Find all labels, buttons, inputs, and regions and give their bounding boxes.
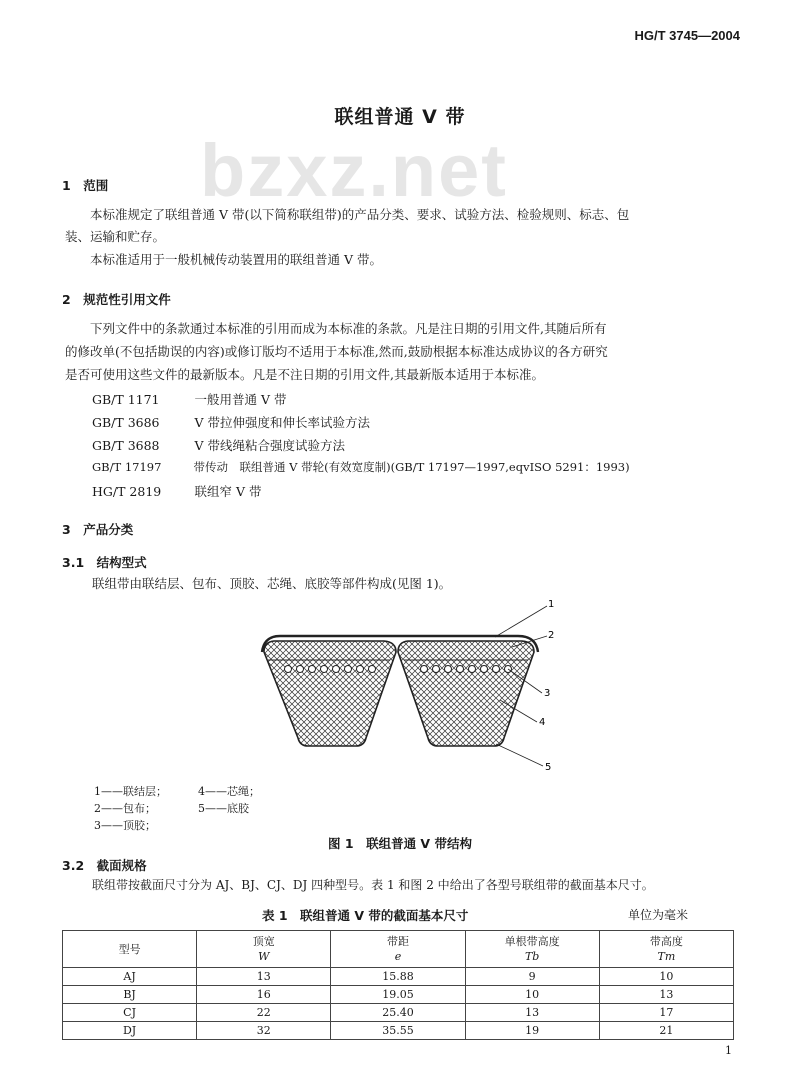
cell-model: BJ bbox=[63, 986, 197, 1004]
belt-cross-section bbox=[262, 636, 538, 746]
table-row bbox=[63, 968, 734, 986]
table-caption: 表 1 联组普通 V 带的截面基本尺寸 bbox=[262, 908, 469, 923]
section-3-2-heading: 3.2 截面规格 bbox=[62, 858, 147, 873]
standard-code: HG/T 3745—2004 bbox=[634, 28, 740, 43]
table-header-row bbox=[63, 931, 734, 968]
cell-single-height: 19 bbox=[465, 1022, 599, 1040]
cell-pitch: 25.40 bbox=[331, 1004, 465, 1022]
cell-single-height: 10 bbox=[465, 986, 599, 1004]
callout-3: 3 bbox=[544, 688, 551, 699]
header-top-width: 顶宽 W bbox=[197, 931, 331, 968]
reference-title: 带传动 联组普通 V 带轮(有效宽度制)(GB/T 17197—1997,eqvISO 5291：1993) bbox=[193, 460, 630, 474]
section-2-heading: 2 规范性引用文件 bbox=[62, 292, 171, 307]
cell-model: AJ bbox=[63, 968, 197, 986]
reference-title: 一般用普通 V 带 bbox=[194, 392, 287, 407]
cell-top-width: 16 bbox=[197, 986, 331, 1004]
header-model: 型号 bbox=[63, 931, 197, 968]
reference-item bbox=[92, 436, 345, 454]
callout-4: 4 bbox=[539, 717, 546, 728]
section-2-para-line-1: 下列文件中的条款通过本标准的引用而成为本标准的条款。凡是注日期的引用文件,其随后所有 bbox=[90, 321, 607, 336]
section-2-para-line-3: 是否可使用这些文件的最新版本。凡是不注日期的引用文件,其最新版本适用于本标准。 bbox=[65, 367, 544, 382]
reference-title: V 带线绳粘合强度试验方法 bbox=[194, 438, 346, 453]
header-single-height: 单根带高度 Tb bbox=[465, 931, 599, 968]
section-1-heading: 1 范围 bbox=[62, 178, 109, 193]
cell-single-height: 13 bbox=[465, 1004, 599, 1022]
legend-item: 2——包布； bbox=[94, 802, 156, 815]
cell-top-width: 22 bbox=[197, 1004, 331, 1022]
section-3-2-text: 联组带按截面尺寸分为 AJ、BJ、CJ、DJ 四种型号。表 1 和图 2 中给出了各型号联组带的截面基本尺寸。 bbox=[92, 878, 654, 892]
table-row bbox=[63, 1022, 734, 1040]
document-title: 联组普通 V 带 bbox=[334, 106, 466, 128]
section-1-para-1 bbox=[65, 204, 745, 226]
watermark: bzxz.net bbox=[200, 129, 508, 212]
table-row bbox=[63, 1004, 734, 1022]
cell-pitch: 19.05 bbox=[331, 986, 465, 1004]
reference-title: 联组窄 V 带 bbox=[194, 484, 262, 499]
section-1-para-2: 本标准适用于一般机械传动装置用的联组普通 V 带。 bbox=[90, 252, 382, 267]
cell-pitch: 15.88 bbox=[331, 968, 465, 986]
page-number: 1 bbox=[725, 1044, 732, 1057]
reference-item bbox=[92, 413, 370, 431]
legend-item: 3——顶胶； bbox=[94, 819, 156, 832]
reference-item bbox=[92, 390, 287, 408]
cell-total-height: 13 bbox=[599, 986, 733, 1004]
reference-code: GB/T 17197 bbox=[92, 460, 162, 474]
v-belt-structure-figure bbox=[250, 590, 580, 780]
reference-code: HG/T 2819 bbox=[92, 484, 162, 499]
cell-top-width: 13 bbox=[197, 968, 331, 986]
header-total-height: 带高度 Tm bbox=[599, 931, 733, 968]
section-3-1-heading: 3.1 结构型式 bbox=[62, 555, 147, 570]
callout-5: 5 bbox=[545, 762, 552, 773]
legend-item: 5——底胶 bbox=[198, 802, 249, 815]
reference-title: V 带拉伸强度和伸长率试验方法 bbox=[194, 415, 371, 430]
cell-pitch: 35.55 bbox=[331, 1022, 465, 1040]
reference-code: GB/T 3686 bbox=[92, 415, 160, 430]
section-1-para-1-line-2: 装、运输和贮存。 bbox=[65, 229, 166, 244]
figure-caption: 图 1 联组普通 V 带结构 bbox=[328, 836, 472, 851]
reference-item bbox=[92, 482, 262, 500]
section-3-1-text: 联组带由联结层、包布、顶胶、芯绳、底胶等部件构成(见图 1)。 bbox=[92, 576, 452, 591]
cell-total-height: 21 bbox=[599, 1022, 733, 1040]
section-3-heading: 3 产品分类 bbox=[62, 522, 134, 537]
callout-2: 2 bbox=[548, 630, 555, 641]
cell-top-width: 32 bbox=[197, 1022, 331, 1040]
reference-code: GB/T 1171 bbox=[92, 392, 160, 407]
header-pitch: 带距 e bbox=[331, 931, 465, 968]
table-unit: 单位为毫米 bbox=[628, 908, 689, 922]
dimensions-table bbox=[62, 930, 734, 1040]
reference-code: GB/T 3688 bbox=[92, 438, 160, 453]
table-row bbox=[63, 986, 734, 1004]
cell-total-height: 10 bbox=[599, 968, 733, 986]
section-2-para-line-2: 的修改单(不包括勘误的内容)或修订版均不适用于本标准,然而,鼓励根据本标准达成协议的各方研究 bbox=[65, 344, 608, 359]
cell-single-height: 9 bbox=[465, 968, 599, 986]
cell-model: DJ bbox=[63, 1022, 197, 1040]
legend-item: 4——芯绳； bbox=[198, 785, 260, 798]
cell-model: CJ bbox=[63, 1004, 197, 1022]
callout-1: 1 bbox=[548, 599, 555, 610]
legend-item: 1——联结层； bbox=[94, 785, 167, 798]
section-1-para-1-line-1: 本标准规定了联组普通 V 带(以下简称联组带)的产品分类、要求、试验方法、检验规则、标志、包 bbox=[90, 207, 630, 222]
cell-total-height: 17 bbox=[599, 1004, 733, 1022]
reference-item bbox=[92, 459, 630, 475]
